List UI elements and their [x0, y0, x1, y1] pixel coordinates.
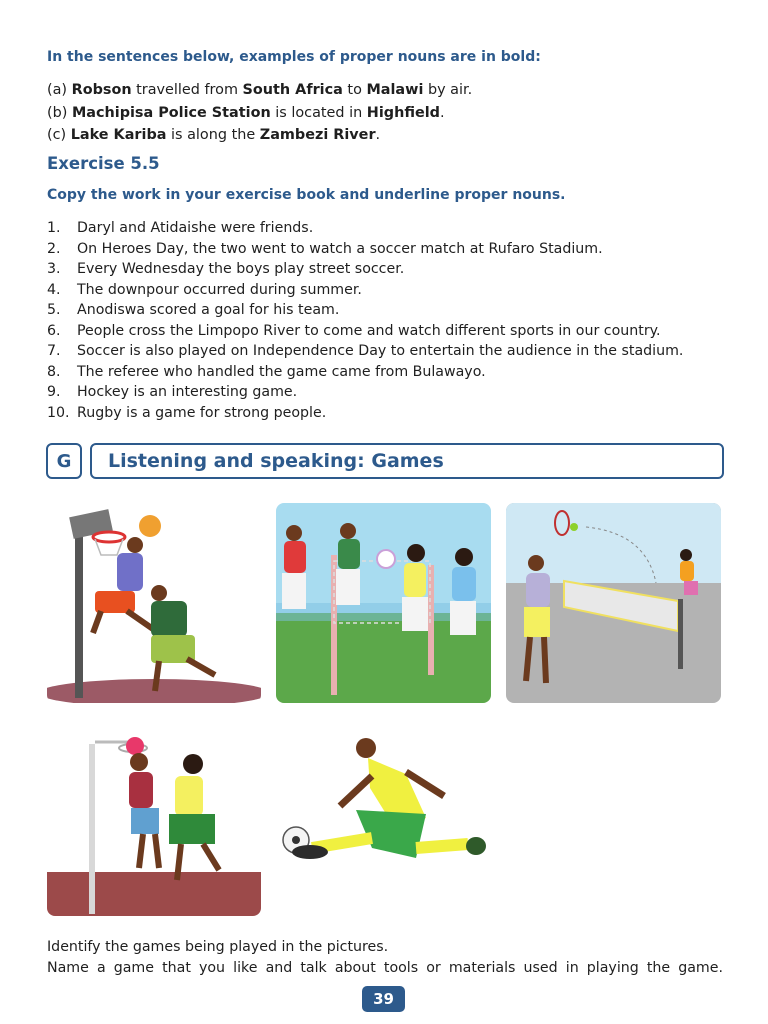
example-line	[47, 79, 472, 102]
exercise-title: Exercise 5.5	[47, 154, 160, 173]
list-item	[47, 382, 683, 403]
volleyball-illustration	[276, 503, 491, 703]
sentence-text: (a)	[47, 82, 72, 98]
page-number: 39	[362, 986, 405, 1012]
item-number: 1.	[47, 220, 61, 236]
item-number: 7.	[47, 343, 61, 359]
item-number: 9.	[47, 384, 61, 400]
sentence-text: by air.	[423, 82, 473, 98]
list-item	[47, 300, 683, 321]
proper-noun: Zambezi River	[259, 127, 376, 143]
item-number: 4.	[47, 281, 61, 298]
soccer-illustration	[276, 718, 491, 916]
list-item	[47, 218, 683, 239]
item-number: 6.	[47, 322, 61, 339]
proper-noun: South Africa	[242, 82, 343, 98]
proper-noun: Lake Kariba	[70, 127, 167, 143]
section-letter-badge: G	[46, 443, 82, 479]
item-text: Anodiswa scored a goal for his team.	[77, 302, 340, 318]
item-number: 5.	[47, 302, 61, 318]
prompt-line-1: Identify the games being played in the pictures.	[47, 939, 389, 955]
exercise-list	[47, 218, 683, 423]
list-item	[47, 321, 683, 342]
sentence-text: travelled from	[131, 82, 243, 98]
item-text: The referee who handled the game came from Bulawayo.	[77, 363, 486, 380]
proper-noun: Robson	[71, 82, 132, 98]
item-text: Soccer is also played on Independence Day to entertain the audience in the stadium.	[77, 343, 684, 359]
proper-noun: Machipisa Police Station	[71, 104, 271, 121]
item-text: People cross the Limpopo River to come and watch different sports in our country.	[77, 322, 661, 339]
section-title: Listening and speaking: Games	[90, 443, 724, 479]
list-item	[47, 403, 683, 424]
basketball-illustration	[47, 503, 261, 703]
sentence-text: is located in	[270, 104, 367, 121]
example-line	[47, 124, 472, 147]
intro-heading: In the sentences below, examples of proper nouns are in bold:	[47, 49, 541, 65]
proper-noun-examples	[47, 79, 472, 147]
list-item	[47, 341, 683, 362]
proper-noun: Highfield	[366, 104, 440, 121]
exercise-instruction: Copy the work in your exercise book and underline proper nouns.	[47, 187, 566, 203]
netball-illustration	[47, 718, 261, 916]
item-text: Daryl and Atidaishe were friends.	[77, 220, 314, 236]
item-number: 10.	[47, 404, 70, 421]
tennis-illustration	[506, 503, 721, 703]
prompt-line-2: Name a game that you like and talk about tools or materials used in playing the game.	[47, 960, 723, 976]
sentence-text: .	[439, 104, 445, 121]
item-number: 8.	[47, 363, 61, 380]
list-item	[47, 280, 683, 301]
list-item	[47, 239, 683, 260]
example-line	[47, 102, 472, 125]
list-item	[47, 259, 683, 280]
item-text: The downpour occurred during summer.	[77, 281, 362, 298]
sentence-text: (b)	[47, 104, 72, 121]
sentence-text: .	[375, 127, 381, 143]
sentence-text: to	[342, 82, 367, 98]
item-text: Every Wednesday the boys play street soccer.	[77, 261, 405, 277]
list-item	[47, 362, 683, 383]
item-number: 3.	[47, 261, 61, 277]
item-text: On Heroes Day, the two went to watch a soccer match at Rufaro Stadium.	[77, 240, 603, 257]
item-number: 2.	[47, 240, 61, 257]
proper-noun: Malawi	[366, 82, 424, 98]
item-text: Hockey is an interesting game.	[77, 384, 298, 400]
item-text: Rugby is a game for strong people.	[77, 404, 327, 421]
sentence-text: (c)	[47, 127, 71, 143]
sentence-text: is along the	[166, 127, 260, 143]
discussion-prompts	[47, 937, 723, 979]
